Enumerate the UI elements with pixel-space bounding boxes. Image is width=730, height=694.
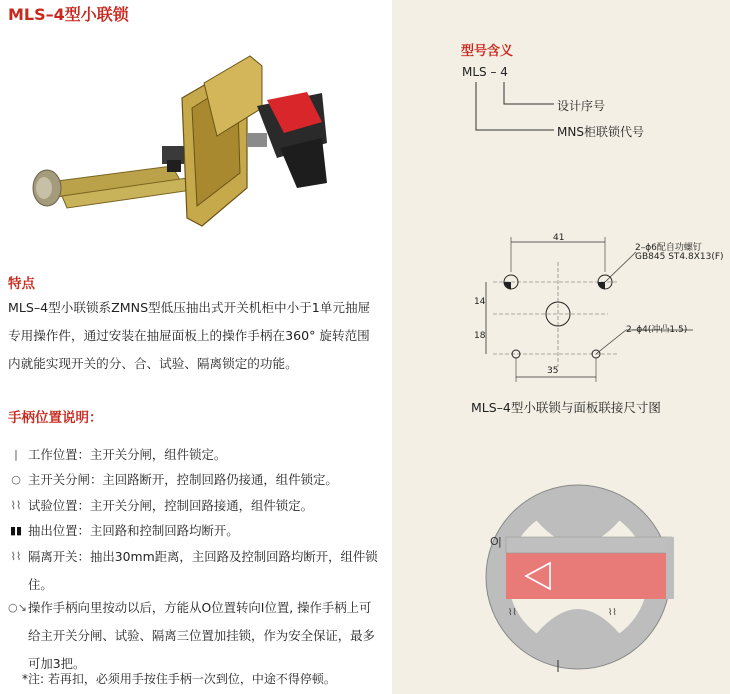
list-item: [8, 517, 383, 545]
list-item: [8, 492, 383, 520]
model-meaning-heading: 型号含义: [461, 44, 514, 59]
model-leader-lines: [470, 80, 570, 140]
list-item: [8, 466, 383, 494]
isolate-position-icon: ⌇⌇: [10, 550, 22, 563]
work-position-icon: |: [14, 448, 18, 461]
list-item: [8, 441, 383, 469]
list-item: [8, 594, 383, 678]
page-title: MLS–4型小联锁: [8, 5, 129, 24]
svg-text:⌇⌇: ⌇⌇: [508, 608, 517, 618]
screw-note-2: GB845 ST4.8X13(F): [635, 252, 724, 262]
note-text: *注: 若再扣，必须用手按住手柄一次到位，中途不得停顿。: [22, 672, 336, 686]
withdraw-position-icon: ▮▮: [9, 524, 23, 537]
item-text: 试验位置：主开关分闸，控制回路接通，组件锁定。: [28, 498, 313, 513]
svg-text:O: O: [490, 535, 499, 548]
dim-18: 18: [474, 331, 486, 341]
handle-positions-heading: 手柄位置说明：: [8, 410, 103, 426]
handle-dial: [478, 475, 678, 680]
features-text: MLS–4型小联锁系ZMNS型低压抽出式开关机柜中小于1单元抽屉专用操作件，通过安装在抽屉面板上的操作手柄在360° 旋转范围内就能实现开关的分、合、试验、隔离锁定的功能。: [8, 300, 371, 371]
label-serial: 设计序号: [557, 99, 606, 113]
features-heading: 特点: [8, 276, 35, 292]
hole-note: 2–ϕ4(冲凸1.5): [626, 325, 688, 335]
product-photo: [22, 48, 342, 238]
item-text: 工作位置：主开关分闸，组件锁定。: [28, 447, 227, 462]
item-text: 隔离开关：抽出30mm距离，主回路及控制回路均断开，组件锁住。: [28, 549, 378, 592]
item-text: 主开关分闸：主回路断开，控制回路仍接通，组件锁定。: [28, 472, 338, 487]
list-item: [8, 543, 383, 599]
item-text: 操作手柄向里按动以后，方能从O位置转向I位置, 操作手柄上可给主开关分闸、试验、隔离三位置加挂锁，作为安全保证，最多可加3把。: [28, 600, 375, 671]
test-position-icon: ⌇⌇: [10, 499, 22, 512]
operate-handle-icon: ○↘: [8, 601, 27, 614]
item-text: 抽出位置：主回路和控制回路均断开。: [28, 523, 239, 538]
screw-note-1: 2–ϕ6配自功螺钉: [635, 243, 702, 253]
svg-text:|: |: [498, 535, 502, 548]
dim-35: 35: [547, 366, 559, 376]
dim-41: 41: [553, 233, 565, 243]
drawing-caption: MLS–4型小联锁与面板联接尺寸图: [471, 400, 661, 415]
model-number: MLS – 4: [462, 65, 508, 79]
label-code: MNS柜联锁代号: [557, 125, 644, 139]
dim-14: 14: [474, 297, 486, 307]
svg-text:⌇⌇: ⌇⌇: [608, 608, 617, 618]
open-position-icon: ○: [11, 473, 21, 486]
